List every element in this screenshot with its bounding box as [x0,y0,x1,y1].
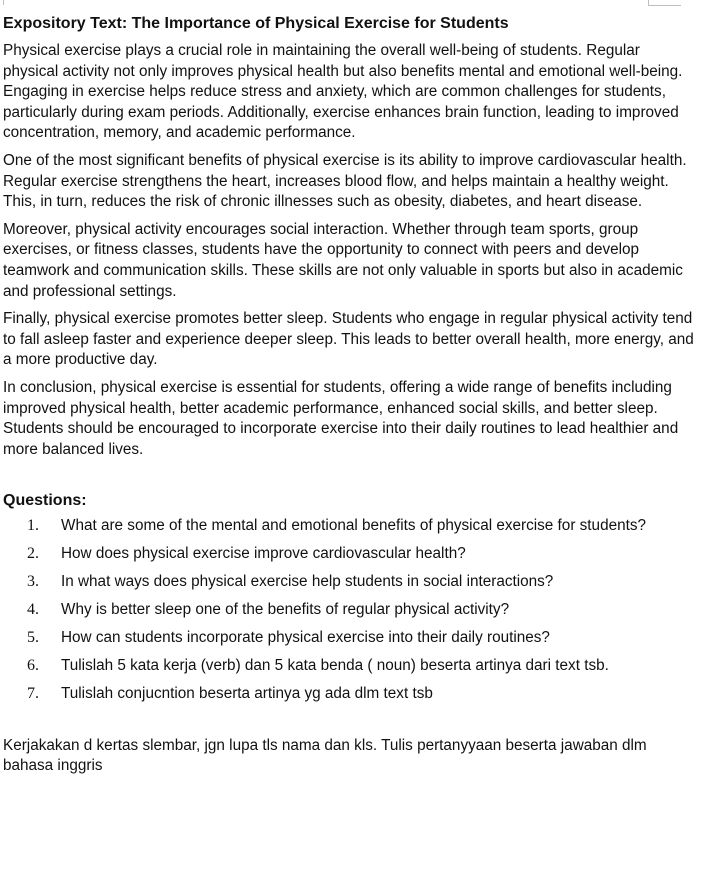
question-text: Tulislah conjucntion beserta artinya yg ada dlm text tsb [61,685,433,703]
questions-list [3,516,699,705]
paragraph-social: Moreover, physical activity encourages social interaction. Whether through team sports, group exercises, or fitness classes, students have the opportunity to connect with peers and develop teamwork and communication skills. These skills are not only valuable in sports but also in academic and professional settings. [3,220,683,300]
question-number: 2. [27,545,39,563]
questions-heading: Questions: [3,492,87,510]
paragraph-sleep: Finally, physical exercise promotes better sleep. Students who engage in regular physical activity tend to fall asleep faster and experience deeper sleep. This leads to better overall health, more energy, and a more productive day. [3,310,694,369]
question-number: 3. [27,573,39,591]
question-item [3,628,699,649]
question-text: What are some of the mental and emotional benefits of physical exercise for students? [61,517,646,535]
document-body [3,13,699,777]
paragraph-intro: Physical exercise plays a crucial role in maintaining the overall well-being of students. Regular physical activity not only improves physical health but also benefits mental and emotional well-being. Engaging in exercise helps reduce stress and anxiety, which are common challenges for students, particularly during exam periods. Additionally, exercise enhances brain function, leading to improved concentration, memory, and academic performance. [3,42,683,142]
question-number: 4. [27,601,39,619]
question-item [3,684,699,705]
question-text: Why is better sleep one of the benefits of regular physical activity? [61,601,510,619]
question-text: In what ways does physical exercise help students in social interactions? [61,573,554,591]
section-spacer [3,467,699,490]
question-number: 6. [27,657,39,675]
question-text: Tulislah 5 kata kerja (verb) dan 5 kata benda ( noun) beserta artinya dari text tsb. [61,657,609,675]
question-text: How does physical exercise improve cardiovascular health? [61,545,466,563]
page-corner-mark-left [3,0,4,5]
question-item [3,656,699,677]
question-item [3,572,699,593]
page-corner-mark-right [648,0,681,6]
question-item [3,544,699,565]
question-item [3,600,699,621]
question-number: 7. [27,685,39,703]
question-number: 1. [27,517,39,535]
question-item [3,516,699,537]
question-text: How can students incorporate physical exercise into their daily routines? [61,629,550,647]
question-number: 5. [27,629,39,647]
assignment-instruction: Kerjakakan d kertas slembar, jgn lupa tls nama dan kls. Tulis pertanyyaan beserta jawaban dlm bahasa inggris [3,736,647,775]
paragraph-conclusion: In conclusion, physical exercise is essential for students, offering a wide range of benefits including improved physical health, better academic performance, enhanced social skills, and better sleep. Students should be encouraged to incorporate exercise into their daily routines to lead healthier and more balanced lives. [3,378,679,458]
document-title: Expository Text: The Importance of Physical Exercise for Students [3,15,509,32]
paragraph-cardiovascular: One of the most significant benefits of physical exercise is its ability to improve cardiovascular health. Regular exercise strengthens the heart, increases blood flow, and helps maintain a healthy weight. This, in turn, reduces the risk of chronic illnesses such as obesity, diabetes, and heart disease. [3,151,687,211]
